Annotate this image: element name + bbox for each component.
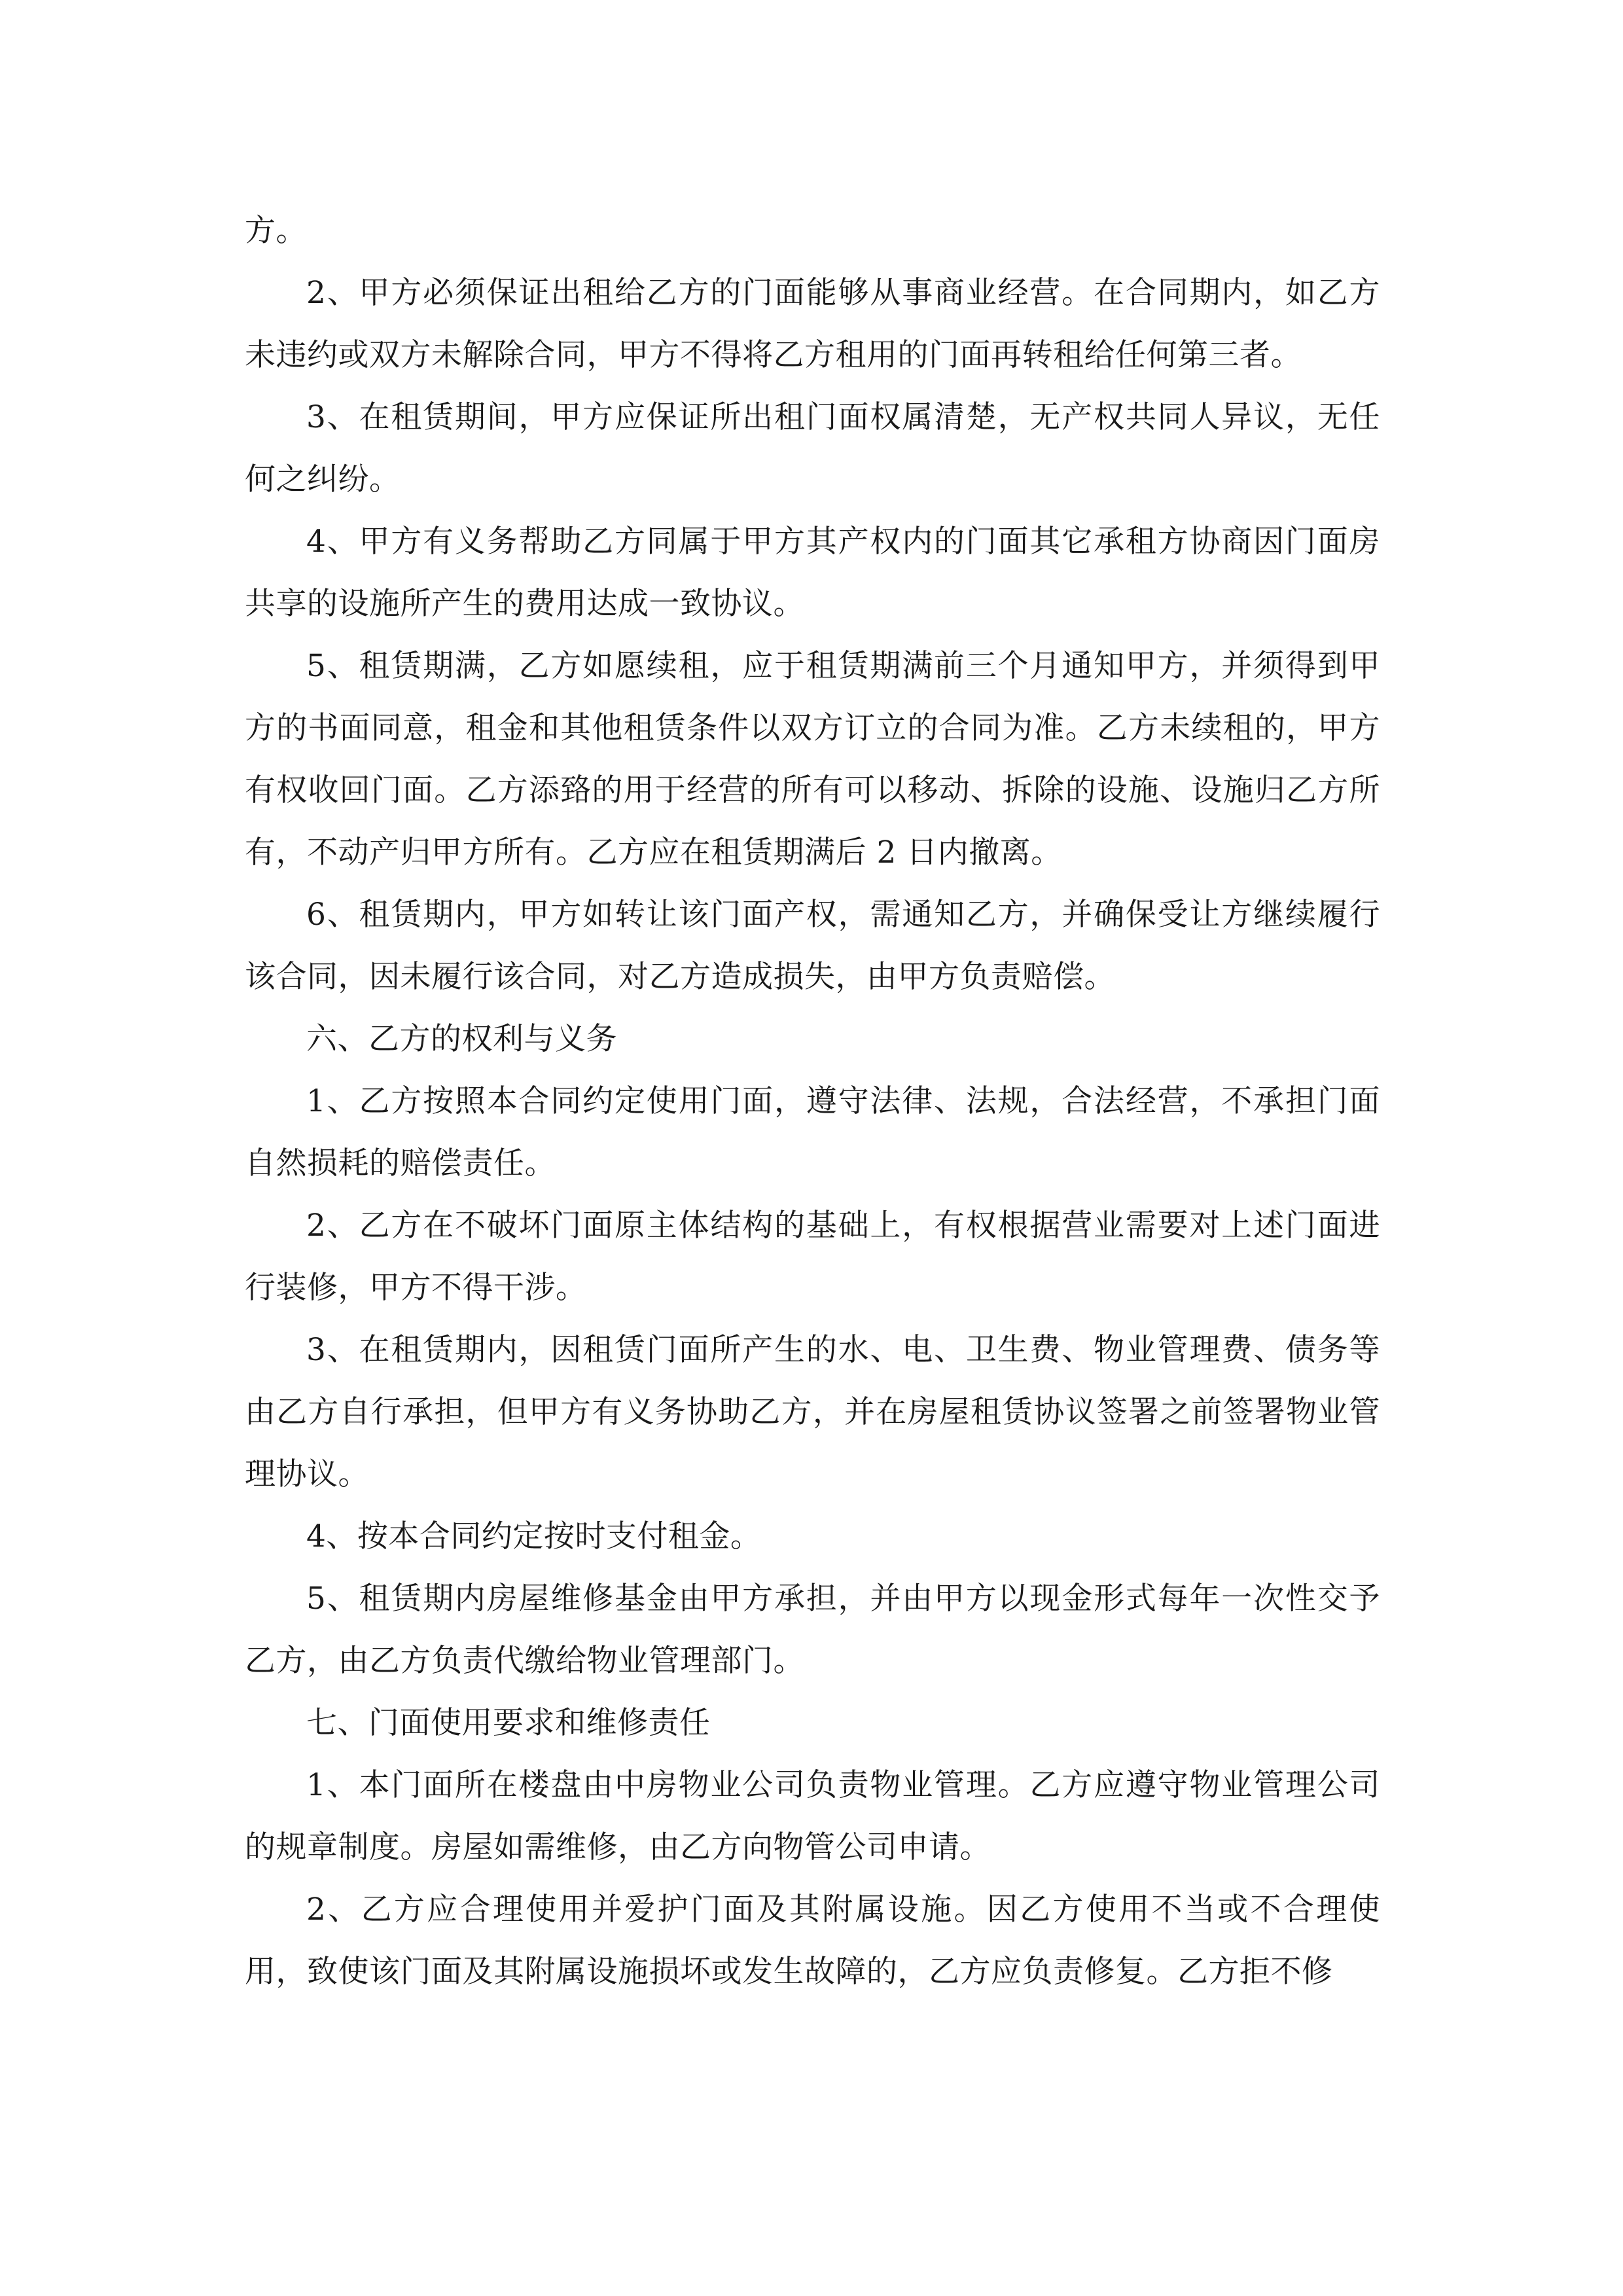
clause-5-6: 6、租赁期内，甲方如转让该门面产权，需通知乙方，并确保受让方继续履行该合同，因未履行该合同，对乙方造成损失，由甲方负责赔偿。 bbox=[245, 897, 1380, 995]
clause-6-1: 1、乙方按照本合同约定使用门面，遵守法律、法规，合法经营，不承担门面自然损耗的赔偿责任。 bbox=[245, 1083, 1380, 1181]
clause-5-2: 2、甲方必须保证出租给乙方的门面能够从事商业经营。在合同期内，如乙方未违约或双方未解除合同，甲方不得将乙方租用的门面再转租给任何第三者。 bbox=[245, 275, 1380, 373]
section-heading-6: 六、乙方的权利与义务 bbox=[306, 1021, 617, 1057]
clause-7-2: 2、乙方应合理使用并爱护门面及其附属设施。因乙方使用不当或不合理使用，致使该门面及其附属设施损坏或发生故障的，乙方应负责修复。乙方拒不修 bbox=[245, 1892, 1380, 1990]
clause-6-3: 3、在租赁期内，因租赁门面所产生的水、电、卫生费、物业管理费、债务等由乙方自行承担，但甲方有义务协助乙方，并在房屋租赁协议签署之前签署物业管理协议。 bbox=[245, 1332, 1380, 1492]
paragraph-continuation: 方。 bbox=[245, 213, 307, 249]
document-body bbox=[245, 200, 1380, 2003]
clause-6-2: 2、乙方在不破坏门面原主体结构的基础上，有权根据营业需要对上述门面进行装修，甲方不得干涉。 bbox=[245, 1208, 1380, 1306]
section-heading-7: 七、门面使用要求和维修责任 bbox=[306, 1705, 711, 1741]
clause-7-1: 1、本门面所在楼盘由中房物业公司负责物业管理。乙方应遵守物业管理公司的规章制度。房屋如需维修，由乙方向物管公司申请。 bbox=[245, 1767, 1380, 1865]
clause-5-3: 3、在租赁期间，甲方应保证所出租门面权属清楚，无产权共同人异议，无任何之纠纷。 bbox=[245, 399, 1380, 497]
clause-6-5: 5、租赁期内房屋维修基金由甲方承担，并由甲方以现金形式每年一次性交予乙方，由乙方负责代缴给物业管理部门。 bbox=[245, 1581, 1380, 1679]
clause-6-4: 4、按本合同约定按时支付租金。 bbox=[306, 1518, 762, 1554]
clause-5-5: 5、租赁期满，乙方如愿续租，应于租赁期满前三个月通知甲方，并须得到甲方的书面同意，租金和其他租赁条件以双方订立的合同为准。乙方未续租的，甲方有权收回门面。乙方添臵的用于经营的所有可以移动、拆除的设施、设施归乙方所有，不动产归甲方所有。乙方应在租赁期满后 2 日内撤离。 bbox=[245, 648, 1380, 870]
clause-5-4: 4、甲方有义务帮助乙方同属于甲方其产权内的门面其它承租方协商因门面房共享的设施所产生的费用达成一致协议。 bbox=[245, 524, 1380, 622]
